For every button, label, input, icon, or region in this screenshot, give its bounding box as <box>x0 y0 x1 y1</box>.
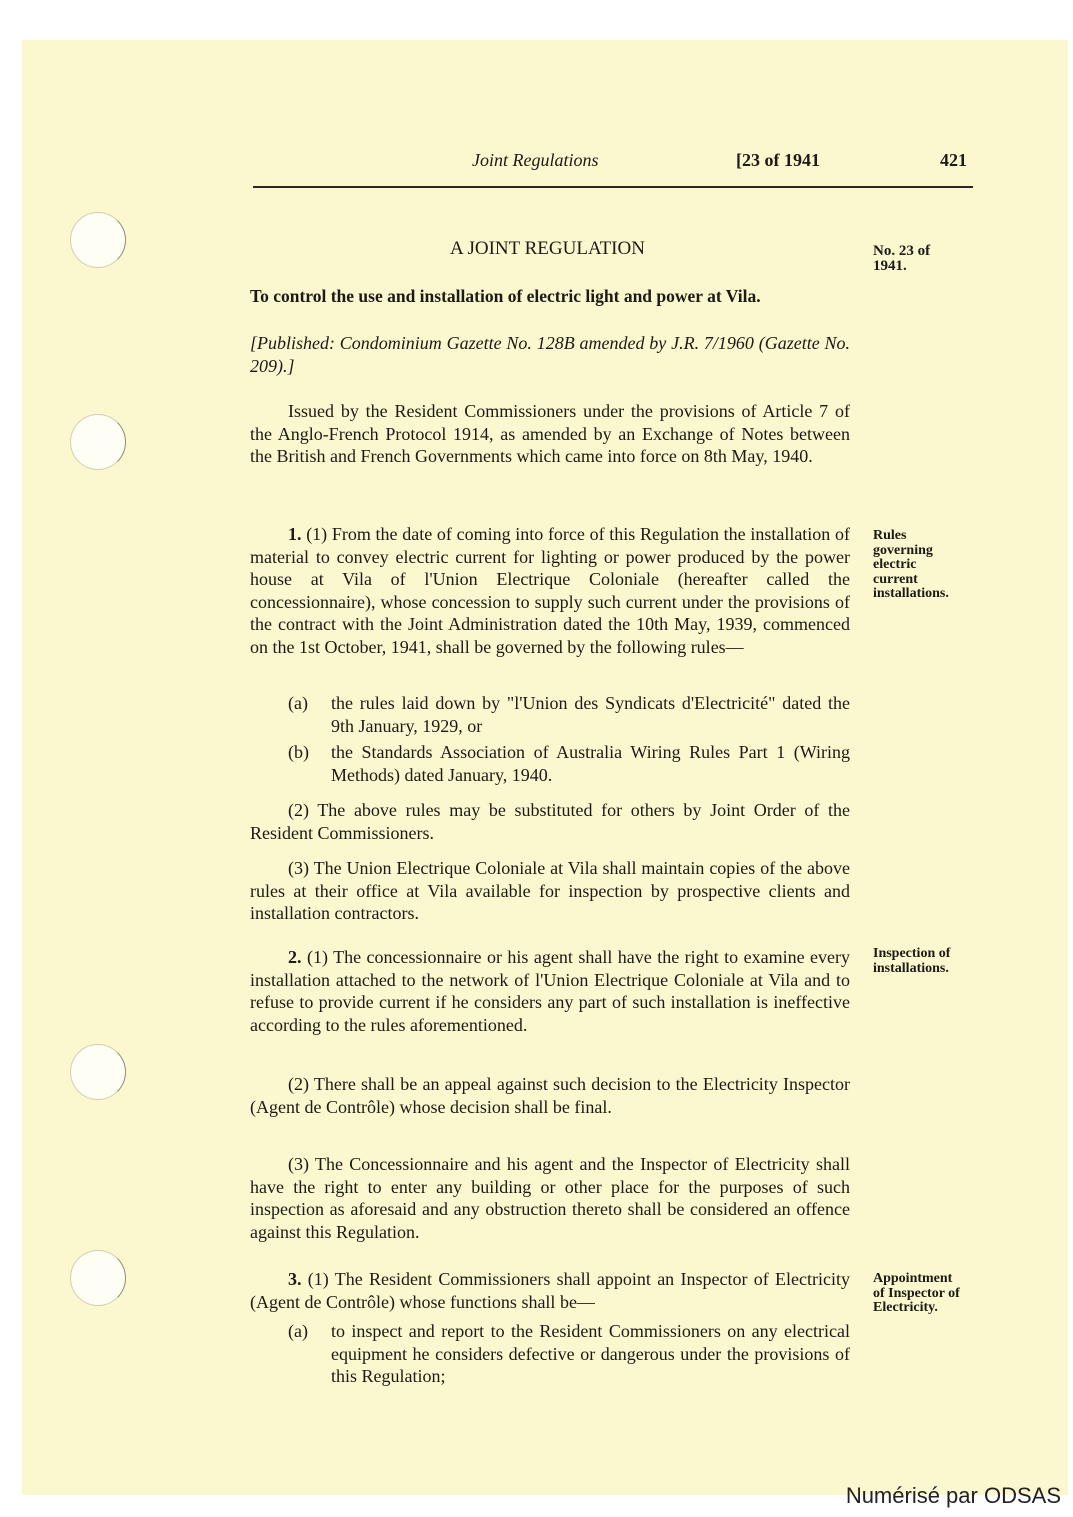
punch-hole <box>70 414 126 470</box>
section-1-item-a <box>250 692 850 737</box>
punch-hole <box>70 1250 126 1306</box>
item-label: (b) <box>288 742 309 762</box>
section-3-margin-note: Appointment of Inspector of Electricity. <box>873 1271 960 1315</box>
issued-paragraph: Issued by the Resident Commissioners under the provisions of Article 7 of the Anglo-French Protocol 1914, as amended by an Exchange of Notes between the British and French Governments which came into force on 8th May, 1940. <box>250 401 850 466</box>
header-regulation-number: [23 of 1941 <box>736 150 820 170</box>
item-label: (a) <box>288 1321 308 1341</box>
section-3-para-1 <box>250 1268 850 1313</box>
section-2-para-3: (3) The Concessionnaire and his agent and the Inspector of Electricity shall have the right to enter any building or other place for the purposes of such inspection as aforesaid and any obstruction thereto shall be considered an offence against this Regulation. <box>250 1154 850 1242</box>
section-1-margin-note: Rules governing electric current installations. <box>873 528 949 601</box>
section-1-para-1-text: (1) From the date of coming into force of this Regulation the installation of material to convey electric current for lighting or power produced by the power house at Vila of l'Union Electrique Coloniale (hereafter called the concessionnaire), whose concession to supply such current under the provisions of the contract with the Joint Administration dated the 10th May, 1939, commenced on the 1st October, 1941, shall be governed by the following rules— <box>250 524 850 657</box>
punch-hole <box>70 1044 126 1100</box>
page-number: 421 <box>940 150 967 170</box>
doc-title: A JOINT REGULATION <box>450 238 645 259</box>
section-2-para-2: (2) There shall be an appeal against such decision to the Electricity Inspector (Agent de Contrôle) whose decision shall be final. <box>250 1074 850 1117</box>
section-3-number: 3. <box>288 1269 302 1289</box>
section-3-para-1-text: (1) The Resident Commissioners shall appoint an Inspector of Electricity (Agent de Contrôle) whose functions shall be— <box>250 1269 850 1312</box>
item-text: to inspect and report to the Resident Commissioners on any electrical equipment he considers defective or dangerous under the provisions of this Regulation; <box>331 1321 850 1386</box>
section-3-item-a <box>250 1320 850 1388</box>
section-1-item-b <box>250 741 850 786</box>
scan-watermark: Numérisé par ODSAS <box>845 1483 1061 1508</box>
punch-hole <box>70 212 126 268</box>
section-1-para-1 <box>250 523 850 658</box>
header-title: Joint Regulations <box>472 150 599 170</box>
section-2-number: 2. <box>288 947 302 967</box>
item-text: the rules laid down by "l'Union des Syndicats d'Electricité" dated the 9th January, 1929, or <box>331 693 850 736</box>
item-text: the Standards Association of Australia Wiring Rules Part 1 (Wiring Methods) dated January, 1940. <box>331 742 850 785</box>
section-2-para-1 <box>250 946 850 1036</box>
section-1-para-2: (2) The above rules may be substituted for others by Joint Order of the Resident Commissioners. <box>250 800 850 843</box>
regulation-ref: No. 23 of 1941. <box>873 243 931 274</box>
section-1-number: 1. <box>288 524 302 544</box>
section-2-para-1-text: (1) The concessionnaire or his agent shall have the right to examine every installation attached to the network of l'Union Electrique Coloniale at Vila and to refuse to provide current if he considers any part of such installation is ineffective according to the rules aforementioned. <box>250 947 851 1035</box>
item-label: (a) <box>288 693 308 713</box>
doc-subtitle: To control the use and installation of electric light and power at Vila. <box>250 286 761 306</box>
section-1-para-3: (3) The Union Electrique Coloniale at Vila shall maintain copies of the above rules at their office at Vila available for inspection by prospective clients and installation contractors. <box>250 858 850 923</box>
header-rule <box>253 186 973 188</box>
published-note: [Published: Condominium Gazette No. 128B amended by J.R. 7/1960 (Gazette No. 209).] <box>250 333 850 376</box>
section-2-margin-note: Inspection of installations. <box>873 946 951 976</box>
